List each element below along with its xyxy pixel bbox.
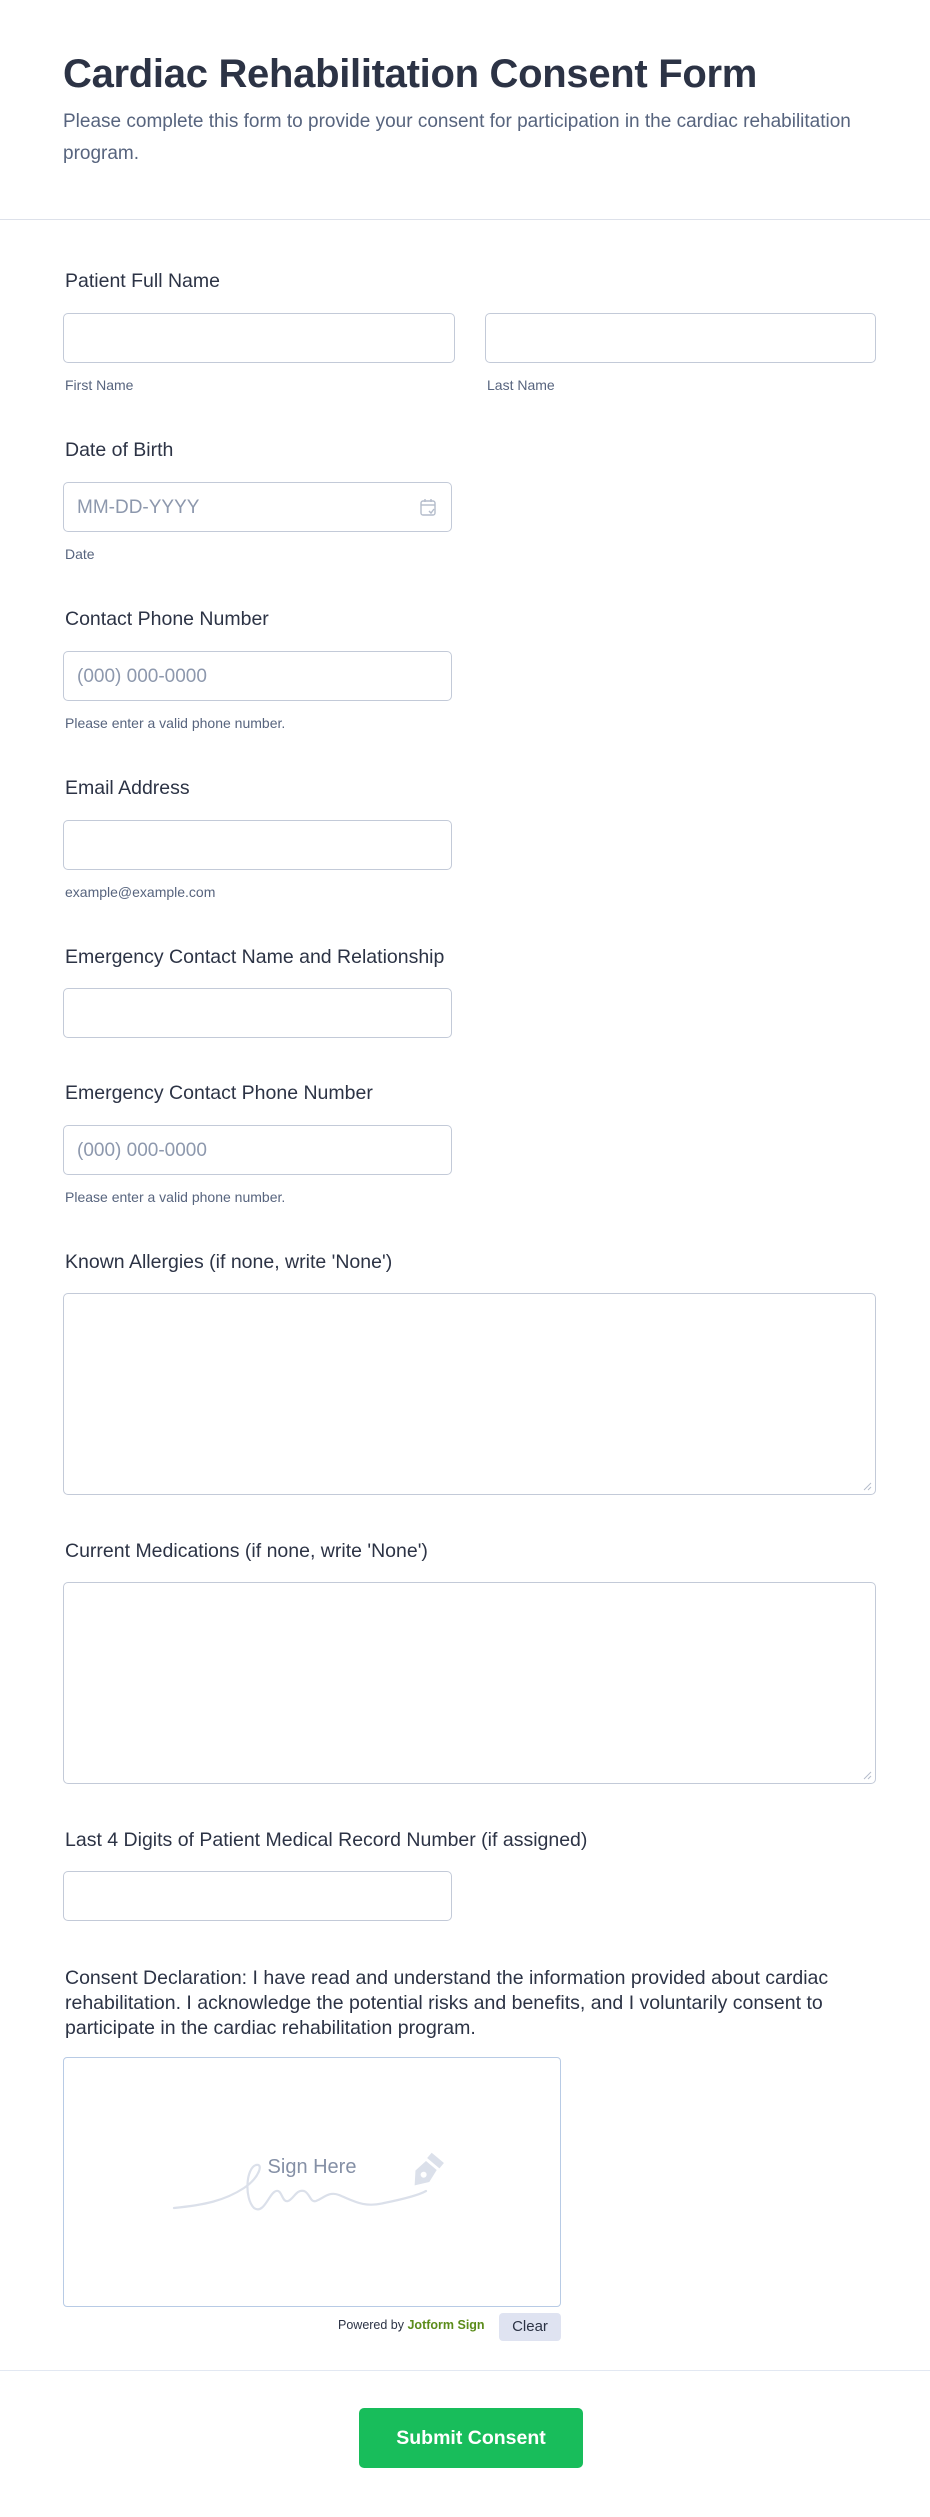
submit-button[interactable]: Submit Consent (359, 2408, 583, 2468)
dob-input[interactable] (63, 482, 452, 532)
first-name-sublabel: First Name (65, 377, 134, 393)
footer-divider (0, 2370, 930, 2371)
consent-declaration: Consent Declaration: I have read and understand the information provided about cardiac rehabilitation. I acknowledge the potential risks and benefits, and I voluntarily consent to participate in the cardiac rehabilitation program. (65, 1967, 829, 2039)
phone-placeholder: (000) 000-0000 (77, 666, 207, 687)
email-input[interactable] (63, 820, 452, 870)
emergency-phone-placeholder: (000) 000-0000 (77, 1140, 207, 1161)
emergency-name-input[interactable] (63, 988, 452, 1038)
page-subtitle: Please complete this form to provide your consent for participation in the cardiac rehabilitation program. (63, 111, 851, 164)
medications-textarea[interactable] (63, 1582, 876, 1784)
email-label: Email Address (65, 777, 190, 799)
dob-label: Date of Birth (65, 439, 174, 461)
calendar-icon[interactable] (419, 497, 437, 517)
full-name-label: Patient Full Name (65, 270, 220, 292)
emergency-phone-label: Emergency Contact Phone Number (65, 1082, 373, 1104)
mrn-label: Last 4 Digits of Patient Medical Record Number (if assigned) (65, 1829, 588, 1851)
allergies-textarea[interactable] (63, 1293, 876, 1495)
form-header (0, 0, 930, 220)
resize-handle-icon[interactable] (862, 1770, 872, 1780)
signature-pen-icon (164, 2143, 464, 2223)
phone-label: Contact Phone Number (65, 608, 269, 630)
resize-handle-icon[interactable] (862, 1481, 872, 1491)
medications-label: Current Medications (if none, write 'None') (65, 1540, 428, 1562)
dob-placeholder: MM-DD-YYYY (77, 497, 200, 518)
page-title: Cardiac Rehabilitation Consent Form (63, 52, 758, 96)
emergency-phone-sublabel: Please enter a valid phone number. (65, 1189, 286, 1205)
phone-input[interactable] (63, 651, 452, 701)
phone-sublabel: Please enter a valid phone number. (65, 715, 286, 731)
clear-signature-button[interactable]: Clear (499, 2313, 561, 2341)
jotform-sign-link[interactable]: Jotform Sign (407, 2318, 485, 2332)
emergency-phone-input[interactable] (63, 1125, 452, 1175)
signature-pad[interactable] (63, 2057, 561, 2307)
dob-sublabel: Date (65, 546, 95, 562)
last-name-sublabel: Last Name (487, 377, 555, 393)
allergies-label: Known Allergies (if none, write 'None') (65, 1251, 393, 1273)
mrn-input[interactable] (63, 1871, 452, 1921)
first-name-input[interactable] (63, 313, 455, 363)
emergency-name-label: Emergency Contact Name and Relationship (65, 946, 445, 968)
email-sublabel: example@example.com (65, 884, 216, 900)
sign-here-placeholder: Sign Here (267, 2156, 357, 2178)
powered-by (338, 2318, 485, 2332)
powered-by-text: Powered by (338, 2318, 408, 2332)
last-name-input[interactable] (485, 313, 876, 363)
